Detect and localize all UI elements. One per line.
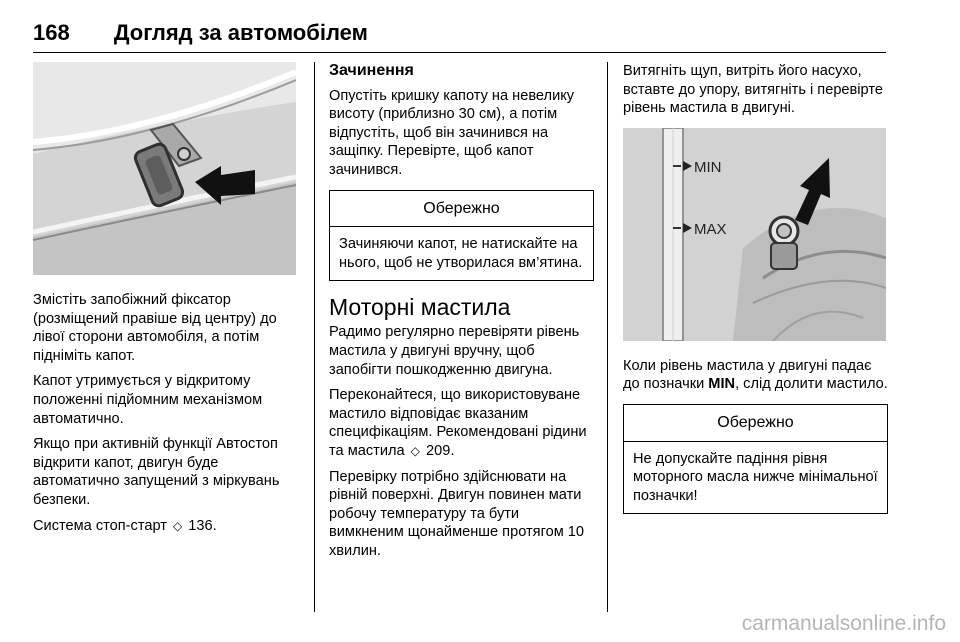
column-2 — [329, 62, 594, 567]
caution-title: Обережно — [624, 405, 887, 442]
dipstick-max-label: MAX — [694, 220, 727, 238]
closing-text: Опустіть кришку капоту на невелику висоту (приблизно 30 см), а потім відпустіть, щоб він зачинився на защіпку. Перевірте, щоб капот зачинився. — [329, 87, 575, 178]
caution-text: Не допускайте падіння рівня моторного масла нижче мінімальної позначки! — [633, 450, 878, 504]
caution-box-2 — [623, 404, 888, 514]
col1-paragraph-3: Якщо при активній функції Автостоп відкрити капот, двигун буде автоматично запущений з міркувань безпеки. — [33, 436, 280, 508]
dipstick-min-label: MIN — [694, 158, 722, 176]
col1-paragraph-2: Капот утримується у відкритому положенні підйомним механізмом автоматично. — [33, 373, 263, 427]
xref-text: Система стоп-старт — [33, 517, 167, 534]
col1-paragraph-1: Змістіть запобіжний фіксатор (розміщений правіше від центру) до лівої сторони автомобіля, а потім підніміть капот. — [33, 292, 277, 364]
closing-heading: Зачинення — [329, 62, 414, 79]
column-3 — [623, 62, 888, 526]
caution-title: Обережно — [330, 191, 593, 228]
dipstick-illustration — [623, 128, 886, 341]
header-divider — [33, 52, 886, 53]
dipstick-instructions: Витягніть щуп, витріть його насухо, вставте до упору, витягніть і перевірте рівень мастила в двигуні. — [623, 63, 883, 117]
column-divider-1 — [314, 62, 315, 612]
min-level-text-end: , слід долити мастило. — [735, 376, 888, 393]
fluids-reference[interactable]: 209. — [425, 442, 455, 459]
watermark: carmanualsonline.info — [741, 612, 946, 635]
chapter-title: Догляд за автомобілем — [113, 20, 368, 45]
stop-start-reference[interactable] — [33, 517, 301, 536]
page-ref-icon: ◇ — [173, 518, 183, 533]
page-ref-icon: ◇ — [410, 443, 420, 458]
dipstick-drawing — [623, 128, 886, 341]
xref-page: 136. — [188, 517, 217, 534]
hood-latch-illustration — [33, 62, 296, 275]
hood-latch-drawing — [33, 62, 296, 275]
oil-paragraph-2 — [329, 386, 594, 460]
caution-box-1 — [329, 190, 594, 282]
column-divider-2 — [607, 62, 608, 612]
oil-paragraph-3: Перевірку потрібно здійснювати на рівній поверхні. Двигун повинен мати робочу температуру та бути вимкненим щонайменше протягом 10 хвилин. — [329, 468, 585, 559]
caution-text: Зачиняючи капот, не натискайте на нього, щоб не утворилася вм’ятина. — [339, 236, 583, 271]
oil-paragraph-1: Радимо регулярно перевіряти рівень мастила у двигуні вручну, щоб запобігти пошкодженню двигуна. — [329, 324, 580, 378]
oil-paragraph-2-text: Переконайтеся, що використовуване мастило відповідає вказаним специфікаціям. Рекомендовані рідини та мастила — [329, 387, 587, 459]
page-header — [33, 20, 368, 46]
page-number: 168 — [33, 20, 70, 45]
min-level-text-start: Коли рівень мастила у двигуні падає до позначки — [623, 357, 872, 393]
engine-oil-heading: Моторні мастила — [329, 294, 511, 321]
column-1 — [33, 62, 301, 542]
min-mark-label: MIN — [708, 376, 736, 393]
min-level-paragraph — [623, 357, 888, 394]
